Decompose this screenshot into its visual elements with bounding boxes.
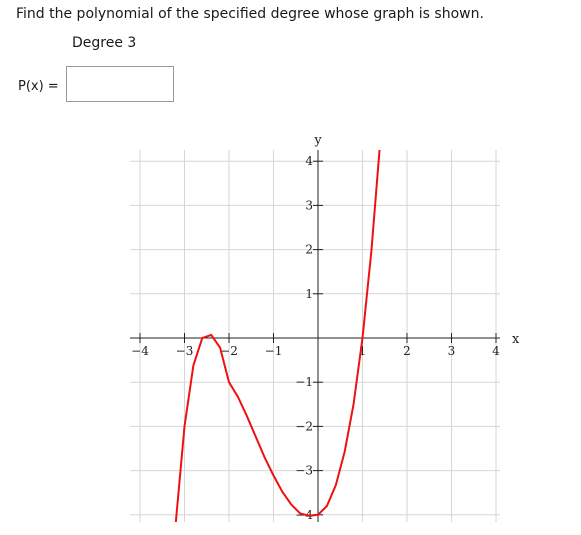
y-tick-label: 2 [305, 242, 313, 257]
y-tick-label: 3 [305, 198, 313, 213]
y-tick-label: −3 [295, 463, 313, 478]
y-tick-label: −2 [295, 419, 313, 434]
x-tick-label: 3 [447, 344, 456, 358]
y-tick-label: 4 [305, 154, 313, 169]
x-tick-label: 1 [358, 344, 367, 358]
degree-label: Degree 3 [72, 35, 137, 51]
y-tick-label: −4 [295, 507, 313, 522]
answer-label: P(x) = [18, 79, 59, 94]
question-prompt: Find the polynomial of the specified degree whose graph is shown. [16, 6, 484, 22]
x-tick-label: −1 [264, 344, 283, 358]
x-tick-label: 4 [492, 344, 500, 358]
y-axis-label: y [314, 133, 322, 148]
x-axis-label: x [512, 332, 520, 347]
y-tick-label: −1 [295, 375, 313, 390]
polynomial-curve [176, 140, 381, 524]
y-tick-label: 1 [305, 286, 313, 301]
x-tick-label: −2 [220, 344, 238, 358]
x-tick-label: −3 [175, 344, 194, 358]
x-tick-label: −4 [131, 344, 149, 358]
x-tick-label: 2 [403, 344, 411, 358]
